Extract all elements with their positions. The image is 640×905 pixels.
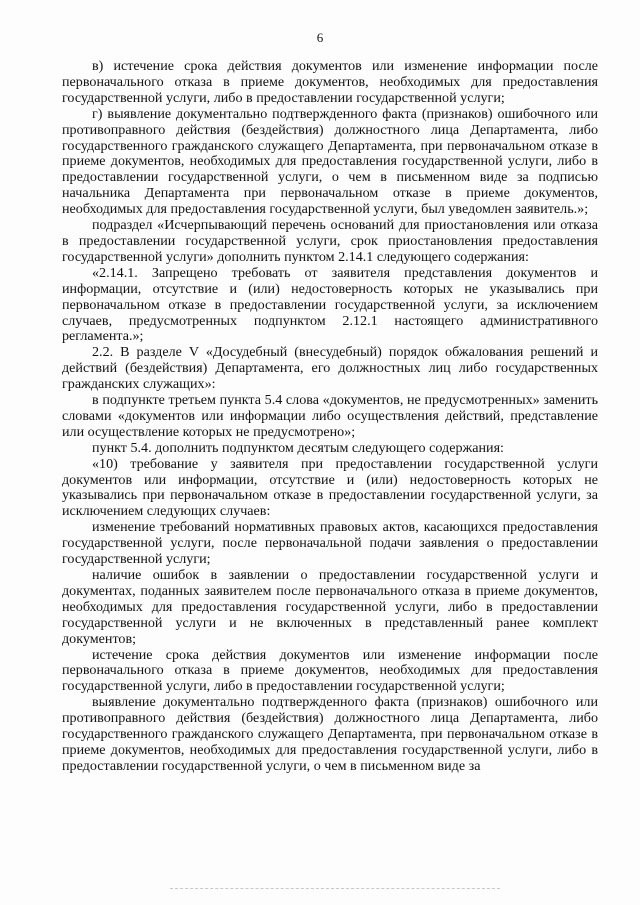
paragraph-case-misconduct: выявление документально подтвержденного факта (признаков) ошибочного или противоправного действия (бездействия) должностного лица Департамента, либо государственного гражданского служащего Департамента, при первоначальном отказе в приеме документов, необходимых для предоставления государственной услуги, либо в предоставлении государственной услуги, о чем в письменном виде за [62,694,598,774]
paragraph-clause-2-14-1: «2.14.1. Запрещено требовать от заявителя представления документов и информации, отсутствие и (или) недостоверность которых не указывались при первоначальном отказе в предоставлении государственной услуги, за исключением случаев, предусмотренных подпунктом 2.12.1 настоящего административного регламента.»; [62,264,598,345]
paragraph-item-g: г) выявление документально подтвержденного факта (признаков) ошибочного или противоправного действия (бездействия) должностного лица Департамента, либо государственного гражданского служащего Департамента, при первоначальном отказе в приеме документов, необходимых для предоставления государственной услуги, либо в предоставлении государственной услуги, о чем в письменном виде за подписью начальника Департамента при первоначальном отказе в приеме документов, необходимых для предоставления государственной услуги, был уведомлен заявитель.»; [62,105,598,218]
paragraph-item-v: в) истечение срока действия документов или изменение информации после первоначального отказа в приеме документов, необходимых для предоставления государственной услуги, либо в предоставлении государственной услуги; [62,58,598,106]
page-number: 6 [316,30,324,45]
paragraph-clause-5-4-replace: в подпункте третьем пункта 5.4 слова «документов, не предусмотренных» заменить словами «документов или информации либо осуществления действий, представление или осуществление которых не предусмотрено»; [62,392,598,440]
paragraph-subclause-10: «10) требование у заявителя при предоставлении государственной услуги документов или информации, отсутствие и (или) недостоверность которых не указывались при первоначальном отказе в предоставлении государственной услуги, за исключением следующих случаев: [62,455,598,520]
document-body [62,59,598,775]
paragraph-clause-5-4-add: пункт 5.4. дополнить подпунктом десятым следующего содержания: [92,439,504,456]
paragraph-case-expiry: истечение срока действия документов или изменение информации после первоначального отказа в приеме документов, необходимых для предоставления государственной услуги, либо в предоставлении государственной услуги; [62,646,598,695]
paragraph-case-requirements-change: изменение требований нормативных правовых актов, касающихся предоставления государственной услуги, после первоначальной подачи заявления о предоставлении государственной услуги; [62,519,598,568]
paragraph-section-2-2: 2.2. В разделе V «Досудебный (внесудебный) порядок обжалования решений и действий (бездействия) Департамента, его должностных лиц либо государственных гражданских служащих»: [62,344,598,393]
paragraph-case-errors: наличие ошибок в заявлении о предоставлении государственной услуги и документах, поданных заявителем после первоначального отказа в приеме документов, необходимых для предоставления государственной услуги, либо в предоставлении государственной услуги и не включенных в представленный ранее комплект документов; [62,567,598,647]
scan-edge-divider [170,888,500,889]
paragraph-subsection-amendment: подраздел «Исчерпывающий перечень оснований для приостановления или отказа в предоставлении государственной услуги, срок приостановления предоставления государственной услуги» дополнить пунктом 2.14.1 следующего содержания: [62,217,598,265]
